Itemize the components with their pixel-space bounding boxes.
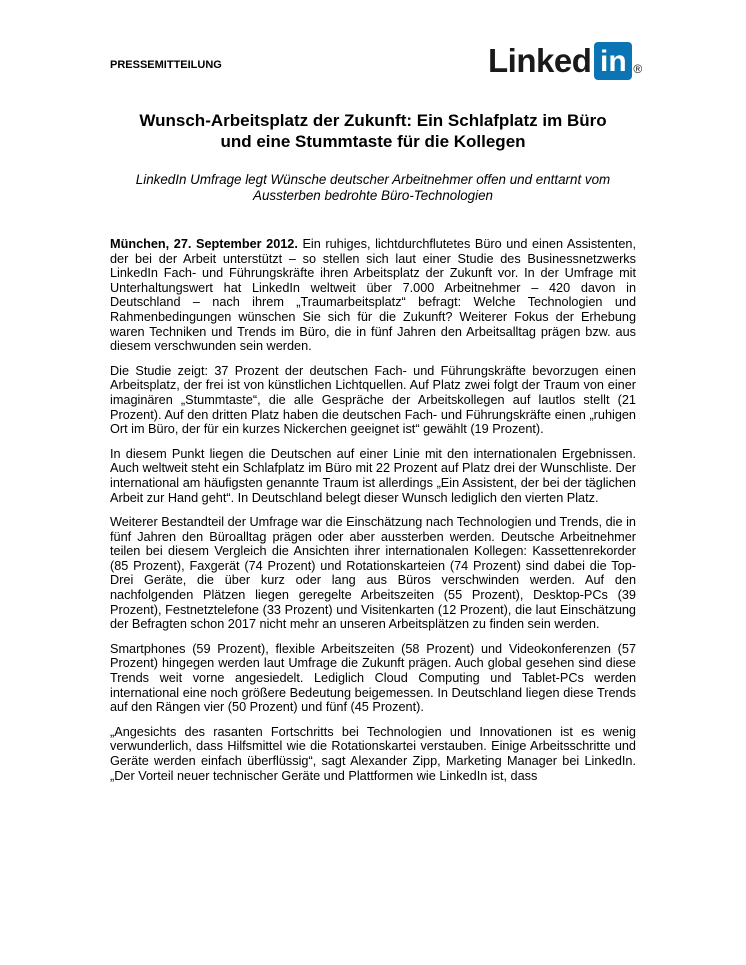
paragraph-3: In diesem Punkt liegen die Deutschen auf einer Linie mit den internationalen Ergebnissen. Auch weltweit steht ein Schlafplatz im Büro mit 22 Prozent auf Platz drei der Wunschliste. Der international am häufigsten genannte Traum ist allerdings „Ein Assistent, der bei der täglichen Arbeit zur Hand geht“. In Deutschland belegt dieser Wunsch lediglich den vierten Platz. bbox=[110, 446, 636, 505]
dateline: München, 27. September 2012. bbox=[110, 237, 298, 251]
paragraph-4: Weiterer Bestandteil der Umfrage war die Einschätzung nach Technologien und Trends, die in fünf Jahren den Büroalltag prägen oder aber aussterben werden. Deutsche Arbeitnehmer teilen bei diesem Vergleich die Ansichten ihrer internationalen Kollegen: Kassettenrekorder (85 Prozent), Faxgerät (74 Prozent) und Rotationskarteien (74 Prozent) sind dabei die Top-Drei Geräte, die über kurz oder lang aus Büros verschwinden werden. Auf den nachfolgenden Plätzen liegen geregelte Arbeitszeiten (55 Prozent), Desktop-PCs (39 Prozent), Festnetztelefone (33 Prozent) und Visitenkarten (12 Prozent), die laut Einschätzung der Befragten schon 2017 nicht mehr an unseren Arbeitsplätzen zu finden sein werden. bbox=[110, 515, 636, 632]
press-release-body bbox=[110, 237, 636, 793]
title-line-1: Wunsch-Arbeitsplatz der Zukunft: Ein Schlafplatz im Büro bbox=[139, 111, 607, 130]
paragraph-1 bbox=[110, 237, 636, 354]
subtitle-line-2: Aussterben bedrohte Büro-Technologien bbox=[253, 188, 493, 203]
linkedin-logo bbox=[488, 40, 642, 82]
paragraph-1-text: Ein ruhiges, lichtdurchflutetes Büro und einen Assistenten, der bei der Arbeit unterstützt – so stellen sich laut einer Studie des Businessnetzwerks LinkedIn Fach- und Führungskräfte ihren Arbeitsplatz der Zukunft vor. In der Umfrage mit Unterhaltungswert hat LinkedIn weltweit über 7.000 Arbeitnehmer – 420 davon in Deutschland – nach ihrem „Traumarbeitsplatz“ befragt: Welche Technologien und Rahmenbedingungen wünschen Sie sich für die Zukunft? Weiterer Fokus der Erhebung waren Techniken und Trends im Büro, die in fünf Jahren den Arbeitsalltag prägen bzw. aus diesem verschwunden sein werden. bbox=[110, 237, 636, 354]
paragraph-6: „Angesichts des rasanten Fortschritts bei Technologien und Innovationen ist es wenig verwunderlich, dass Hilfsmittel wie die Rotationskartei verstauben. Einige Arbeitsschritte und Geräte werden einfach überflüssig“, sagt Alexander Zipp, Marketing Manager bei LinkedIn. „Der Vorteil neuer technischer Geräte und Plattformen wie LinkedIn ist, dass bbox=[110, 724, 636, 783]
document-type-label: PRESSEMITTEILUNG bbox=[110, 59, 222, 71]
subtitle-line-1: LinkedIn Umfrage legt Wünsche deutscher Arbeitnehmer offen und enttarnt vom bbox=[135, 172, 611, 187]
press-release-title bbox=[80, 110, 666, 152]
press-release-subtitle bbox=[100, 172, 646, 204]
registered-mark: ® bbox=[633, 62, 643, 76]
title-line-2: und eine Stummtaste für die Kollegen bbox=[220, 132, 526, 151]
logo-in-box: in bbox=[594, 42, 632, 80]
logo-wordmark: Linked bbox=[488, 42, 592, 79]
paragraph-2: Die Studie zeigt: 37 Prozent der deutschen Fach- und Führungskräfte bevorzugen einen Arbeitsplatz, der frei ist von künstlichen Lichtquellen. Auf Platz zwei folgt der Traum von einer imaginären „Stummtaste“, die alle Gespräche der Arbeitskollegen auf lautlos stellt (21 Prozent). Auf den dritten Platz haben die deutschen Fach- und Führungskräfte einen „ruhigen Ort im Büro, der für ein kurzes Nickerchen geeignet ist“ gewählt (19 Prozent). bbox=[110, 363, 636, 437]
paragraph-5: Smartphones (59 Prozent), flexible Arbeitszeiten (58 Prozent) und Videokonferenzen (57 Prozent) hingegen werden laut Umfrage die Zukunft prägen. Auch global gesehen sind diese Trends weit vorne angesiedelt. Lediglich Cloud Computing und Tablet-PCs werden international eine noch größere Bedeutung beigemessen. In Deutschland liegen diese Trends auf den Rängen vier (50 Prozent) und fünf (45 Prozent). bbox=[110, 641, 636, 715]
